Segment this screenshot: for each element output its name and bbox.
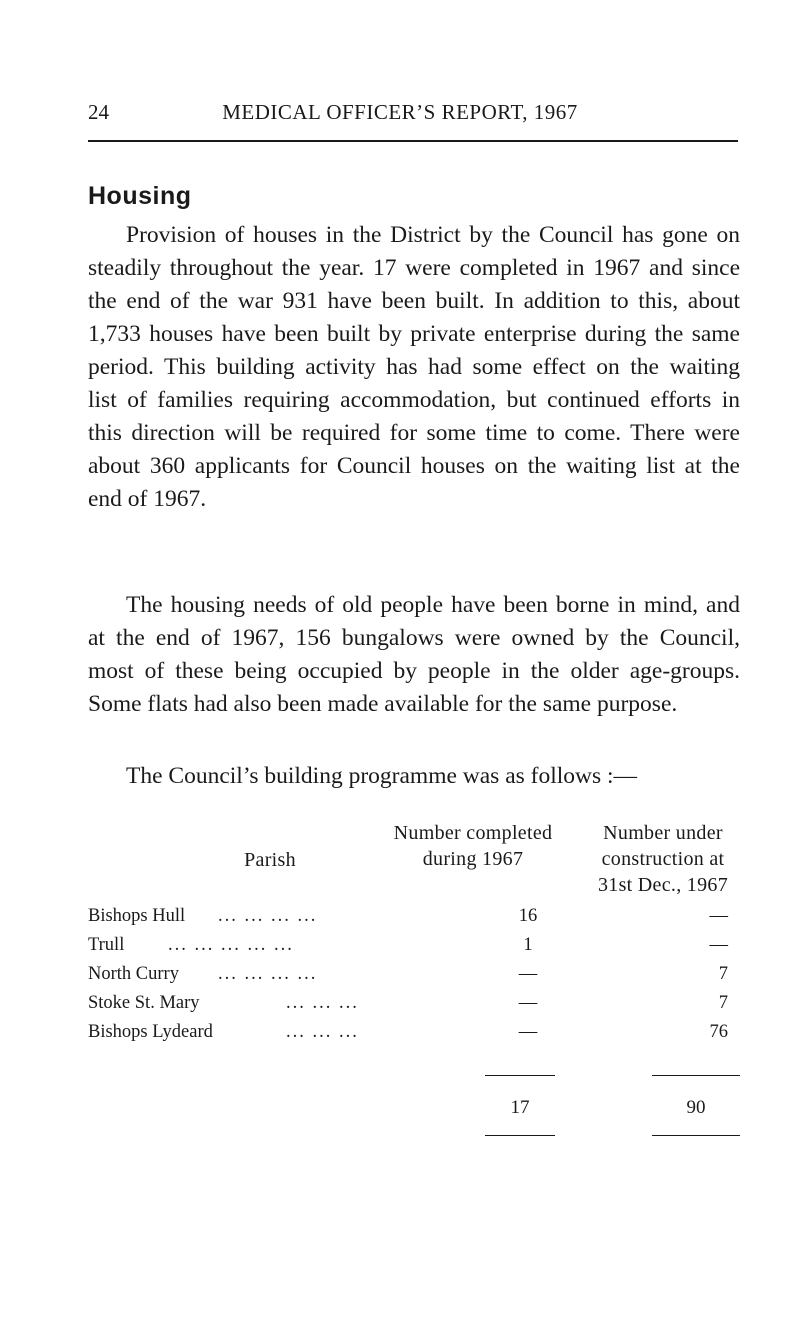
total-under-construction: 90 (686, 1097, 706, 1118)
under-construction-value: 76 (709, 1022, 728, 1042)
para-line: The Council’s building programme was as follows :— (126, 763, 638, 789)
table-row (88, 964, 738, 992)
completed-value: 1 (523, 935, 533, 955)
leader-dots: ... ... ... (286, 1022, 359, 1042)
paragraph-old-people (88, 589, 740, 721)
para-line: period. This building activity has had some effect on the waiting (88, 354, 740, 380)
header-line: 31st Dec., 1967 (597, 874, 729, 896)
parish-name: Trull (88, 935, 125, 955)
leader-dots: ... ... ... ... (218, 964, 318, 984)
paragraph-provision (88, 219, 740, 516)
para-line: at the end of 1967, 156 bungalows were owned by the Council, (88, 625, 740, 651)
under-construction-value: 7 (718, 993, 728, 1013)
para-line: most of these being occupied by people in the older age-groups. (88, 658, 740, 684)
para-line: Provision of houses in the District by the Council has gone on (126, 222, 740, 248)
header-line: construction at (601, 848, 725, 870)
leader-dots: ... ... ... ... ... (168, 935, 294, 955)
para-line: the end of the war 931 have been built. In addition to this, about (88, 288, 740, 314)
total-rule-bottom-under (652, 1135, 740, 1136)
para-line: this direction will be required for some time to come. There were (88, 420, 740, 446)
total-rule-top-under (652, 1075, 740, 1076)
parish-name: Bishops Lydeard (88, 1022, 213, 1042)
leader-dots: ... ... ... ... (218, 906, 318, 926)
running-header: MEDICAL OFFICER’S REPORT, 1967 (222, 100, 578, 124)
paragraph-programme-intro (126, 760, 746, 793)
parish-name: North Curry (88, 964, 179, 984)
para-line: end of 1967. (88, 486, 207, 512)
column-header-completed (378, 820, 568, 872)
under-construction-value: — (709, 935, 728, 955)
table-row (88, 935, 738, 963)
table-row (88, 1022, 738, 1050)
table-row (88, 906, 738, 934)
under-construction-value: 7 (718, 964, 728, 984)
para-line: Some flats had also been made available for the same purpose. (88, 691, 678, 717)
total-completed: 17 (510, 1097, 530, 1118)
completed-value: 16 (518, 906, 538, 926)
header-line: Number completed (393, 822, 553, 844)
completed-value: — (518, 964, 538, 984)
header-line: during 1967 (422, 848, 524, 870)
column-header-under-construction (578, 820, 748, 898)
under-construction-value: — (709, 906, 728, 926)
header-line: Number under (603, 822, 723, 844)
para-line: 1,733 houses have been built by private enterprise during the same (88, 321, 740, 347)
para-line: The housing needs of old people have been borne in mind, and (126, 592, 740, 618)
parish-name: Stoke St. Mary (88, 993, 200, 1013)
column-header-parish: Parish (244, 849, 296, 871)
completed-value: — (518, 1022, 538, 1042)
table-row (88, 993, 738, 1021)
para-line: steadily throughout the year. 17 were completed in 1967 and since (88, 255, 740, 281)
leader-dots: ... ... ... (286, 993, 359, 1013)
total-rule-bottom-completed (485, 1135, 555, 1136)
section-title: Housing (88, 182, 192, 210)
para-line: about 360 applicants for Council houses on the waiting list at the (88, 453, 740, 479)
header-rule (88, 140, 738, 142)
para-line: list of families requiring accommodation, but continued efforts in (88, 387, 740, 413)
parish-name: Bishops Hull (88, 906, 186, 926)
completed-value: — (518, 993, 538, 1013)
page-number: 24 (88, 100, 109, 124)
total-rule-top-completed (485, 1075, 555, 1076)
